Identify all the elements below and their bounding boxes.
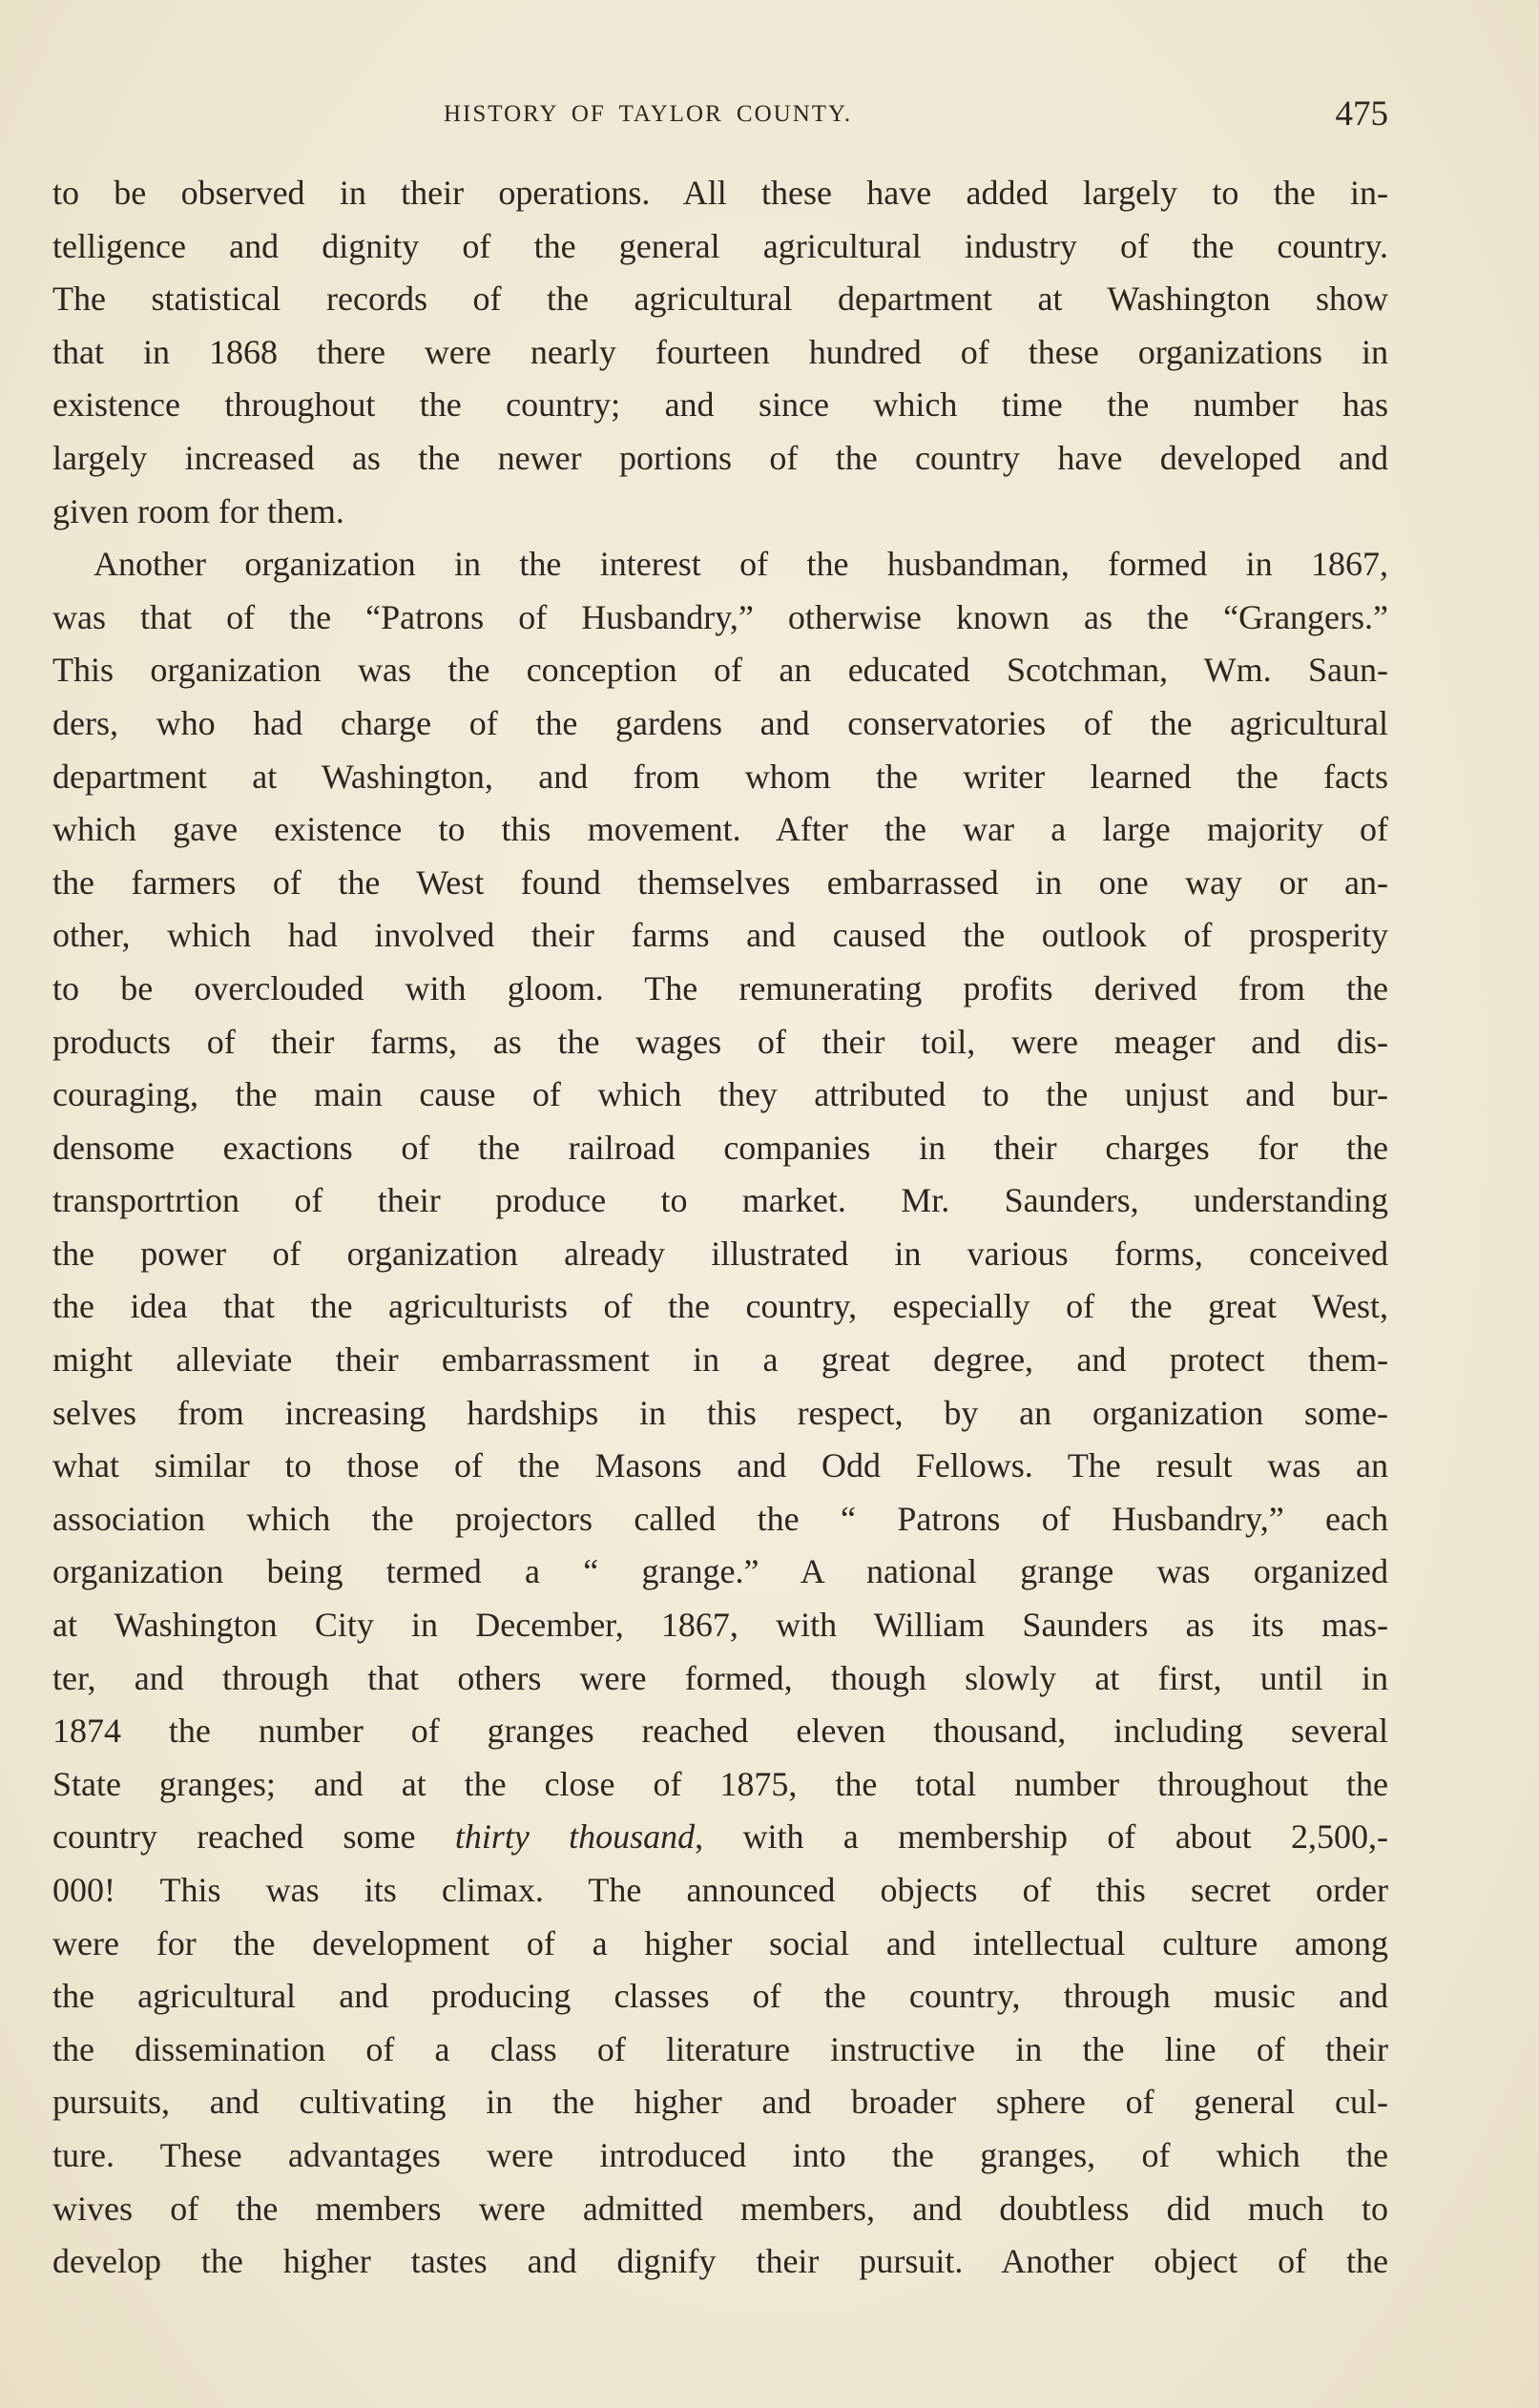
text-line: the farmers of the West found themselves embarrassed in one way or an- (52, 862, 1388, 902)
running-title: HISTORY OF TAYLOR COUNTY. (444, 101, 853, 127)
text-line: telligence and dignity of the general agricultural industry of the country. (52, 226, 1388, 265)
text-run: country reached some (52, 1817, 455, 1857)
text-line: organization being termed a “ grange.” A national grange was organized (52, 1552, 1388, 1591)
text-line: to be observed in their operations. All these have added largely to the in- (52, 174, 1388, 212)
text-line: products of their farms, as the wages of their toil, were meager and dis- (52, 1022, 1388, 1061)
body-text (52, 167, 1388, 2289)
text-line: the idea that the agriculturists of the country, especially of the great West, (52, 1287, 1388, 1326)
page-number: 475 (1335, 94, 1388, 134)
text-line: densome exactions of the railroad companies in their charges for the (52, 1128, 1388, 1167)
text-line: the agricultural and producing classes of the country, through music and (52, 1977, 1388, 2016)
text-line: State granges; and at the close of 1875, the total number throughout the (52, 1764, 1388, 1803)
text-line: to be overclouded with gloom. The remunerating profits derived from the (52, 968, 1388, 1007)
text-line: 1874 the number of granges reached eleven thousand, including several (52, 1712, 1388, 1751)
text-line: what similar to those of the Masons and Odd Fellows. The result was an (52, 1446, 1388, 1485)
text-line: given room for them. (52, 491, 344, 530)
text-line: existence throughout the country; and since which time the number has (52, 385, 1388, 425)
text-line: develop the higher tastes and dignify their pursuit. Another object of the (52, 2242, 1388, 2281)
text-run: , with a membership of about 2,500,- (695, 1817, 1388, 1857)
text-line: were for the development of a higher social and intellectual culture among (52, 1923, 1388, 1962)
italic-phrase: thirty thousand (454, 1817, 696, 1857)
text-line: ter, and through that others were formed, though slowly at first, until in (52, 1658, 1388, 1697)
text-line: This organization was the conception of an educated Scotchman, Wm. Saun- (52, 651, 1388, 690)
text-line: other, which had involved their farms and caused the outlook of prosperity (52, 916, 1388, 955)
text-line: was that of the “Patrons of Husbandry,” otherwise known as the “Grangers.” (52, 597, 1388, 636)
text-line: might alleviate their embarrassment in a great degree, and protect them- (52, 1340, 1388, 1380)
text-line: at Washington City in December, 1867, with William Saunders as its mas- (52, 1606, 1388, 1645)
text-line: selves from increasing hardships in this respect, by an organization some- (52, 1393, 1388, 1432)
text-line: ture. These advantages were introduced into the granges, of which the (52, 2135, 1388, 2174)
text-line: transportrtion of their produce to market. Mr. Saunders, understanding (52, 1181, 1388, 1220)
text-line: wives of the members were admitted members, and doubtless did much to (52, 2189, 1388, 2228)
text-line: that in 1868 there were nearly fourteen hundred of these organizations in (52, 332, 1388, 371)
text-line: which gave existence to this movement. After the war a large majority of (52, 810, 1388, 849)
text-line: Another organization in the interest of the husbandman, formed in 1867, (94, 545, 1388, 584)
text-line: largely increased as the newer portions of the country have developed and (52, 438, 1388, 477)
text-line: The statistical records of the agricultural department at Washington show (52, 280, 1388, 319)
text-line: the power of organization already illustrated in various forms, conceived (52, 1234, 1388, 1273)
text-line: department at Washington, and from whom the writer learned the facts (52, 757, 1388, 796)
text-line: the dissemination of a class of literature instructive in the line of their (52, 2029, 1388, 2068)
text-line (52, 1811, 1388, 1864)
text-line: couraging, the main cause of which they attributed to the unjust and bur- (52, 1075, 1388, 1114)
text-line: pursuits, and cultivating in the higher and broader sphere of general cul- (52, 2083, 1388, 2122)
page-header (52, 93, 1388, 141)
text-line: 000! This was its climax. The announced objects of this secret order (52, 1871, 1388, 1909)
text-line: association which the projectors called the “ Patrons of Husbandry,” each (52, 1499, 1388, 1538)
text-line: ders, who had charge of the gardens and conservatories of the agricultural (52, 703, 1388, 742)
